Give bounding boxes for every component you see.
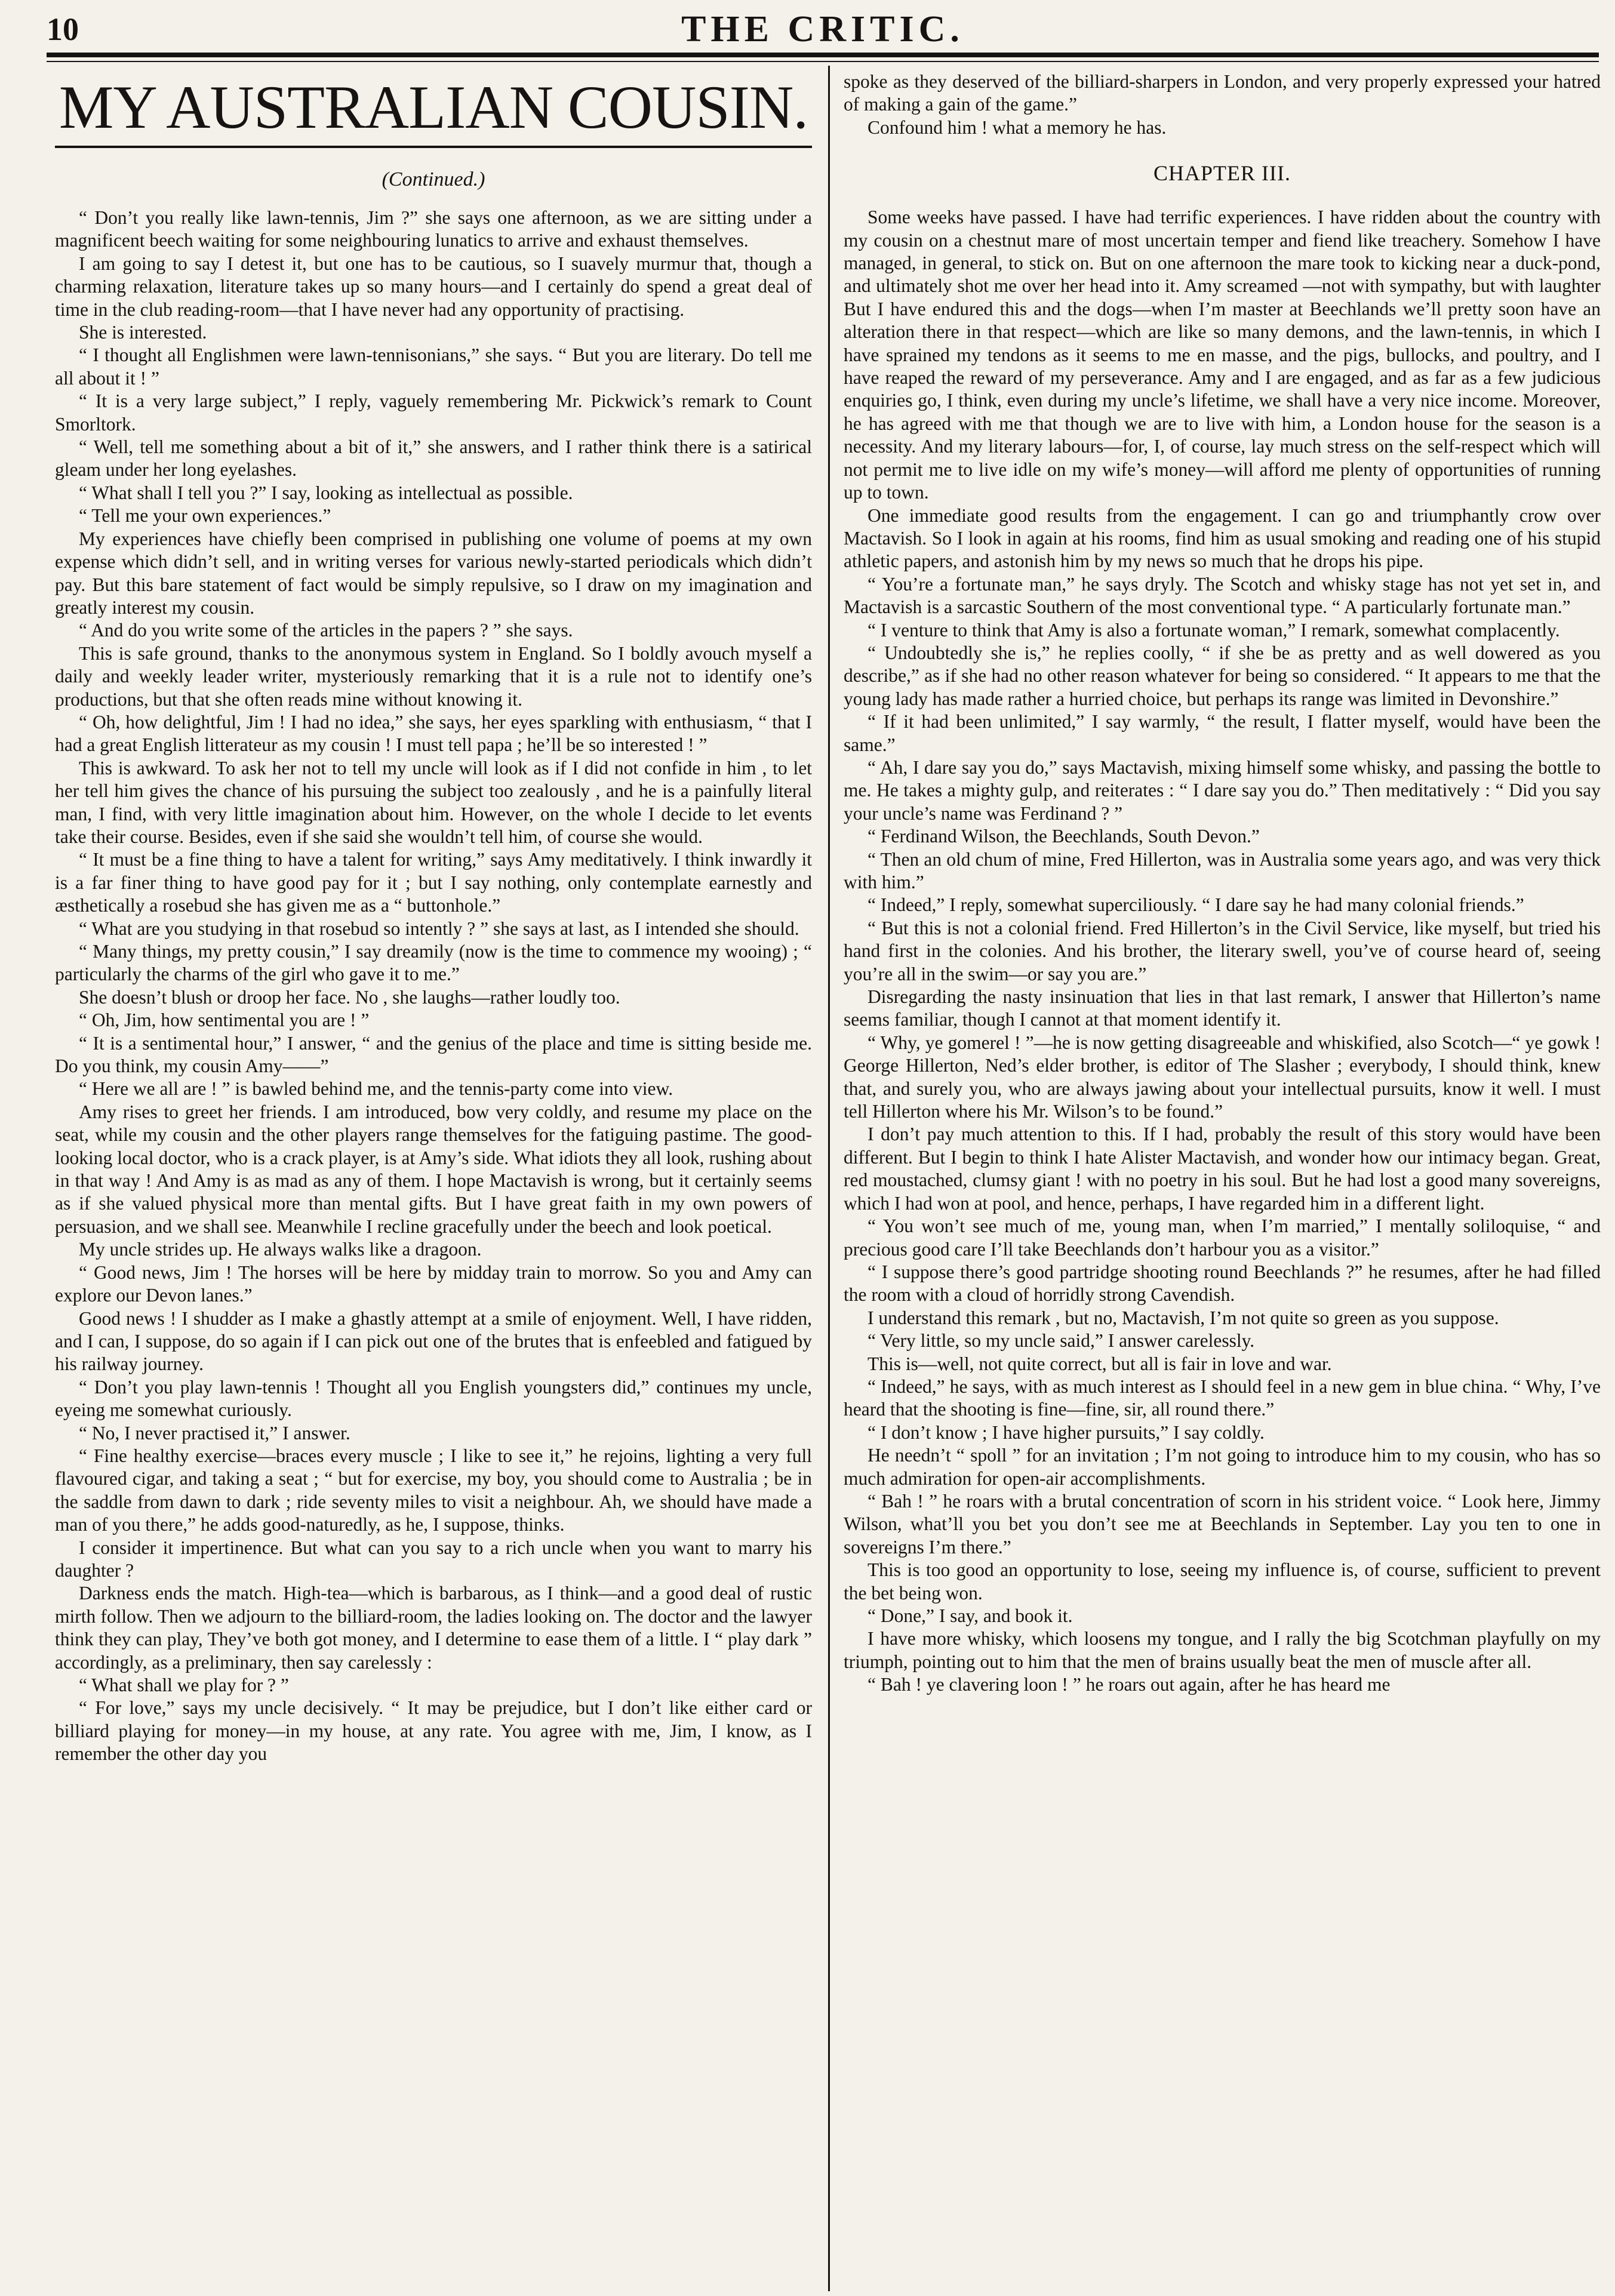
paragraph: “ Don’t you play lawn-tennis ! Thought all you English youngsters did,” continues my uncle, eyeing me somewhat curiously. bbox=[55, 1376, 812, 1421]
paragraph: “ Well, tell me something about a bit of it,” she answers, and I rather think there is a satirical gleam under her long eyelashes. bbox=[55, 436, 812, 481]
continued-note: (Continued.) bbox=[382, 168, 485, 190]
paragraph: “ It is a sentimental hour,” I answer, “ and the genius of the place and time is sitting beside me. Do you think, my cousin Amy——” bbox=[55, 1032, 812, 1077]
paragraph: “ Undoubtedly she is,” he replies coolly, “ if she be as pretty and as well dowered as you describe,” as if she had no other reason whatever for being so considered. “ It appears to me that the young lady has made rather a hurried choice, but perhaps its range was limited in Devonshire.” bbox=[844, 642, 1601, 709]
paragraph: I have more whisky, which loosens my tongue, and I rally the big Scotchman playfully on my triumph, pointing out to him that the men of brains usually beat the men of muscle after all. bbox=[844, 1628, 1601, 1672]
paragraph: “ I thought all Englishmen were lawn-tennisonians,” she says. “ But you are literary. Do tell me all about it ! ” bbox=[55, 344, 812, 389]
paragraph: He needn’t “ spoll ” for an invitation ; I’m not going to introduce him to my cousin, who has so much admiration for open-air accomplishments. bbox=[844, 1445, 1601, 1489]
paragraph: “ What shall I tell you ?” I say, looking as intellectual as possible. bbox=[79, 482, 573, 503]
paragraph: My uncle strides up. He always walks like a dragoon. bbox=[79, 1239, 482, 1260]
paragraph: Some weeks have passed. I have had terrific experiences. I have ridden about the country with my cousin on a chestnut mare of most uncertain temper and fiend like treachery. Somehow I have managed, in general, to stick on. But on one afternoon the mare took to kicking near a duck-pond, and ultimately shot me over her head into it. Amy screamed —not with sympathy, but with laughter But I have endured this and the dogs—when I’m master at Beechlands we’ll pretty soon have an alteration there in that respect—which are like so many demons, and the lawn-tennis, in which I have sprained my tendons as it seems to me en masse, and the pigs, bullocks, and poultry, and I have reaped the reward of my perseverance. Amy and I are engaged, and as far as a few judicious enquiries go, I think, even during my uncle’s lifetime, we shall have a very nice income. Moreover, he has agreed with me that though we are to live with him, a London house for the season is a necessity. And my literary labours—for, I, of course, lay much stress on the self-respect which will not permit me to live idle on my wife’s money—will afford me plenty of opportunities of running up to town. bbox=[844, 207, 1601, 503]
paragraph: “ Why, ye gomerel ! ”—he is now getting disagreeable and whiskified, also Scotch—“ ye gowk ! George Hillerton, Ned’s elder brother, is editor of The Slasher ; everybody, I should think, knew that, and surely you, who are always jawing about your intellectual pursuits, know it well. I must tell Hillerton where his Mr. Wilson’s to be found.” bbox=[844, 1032, 1601, 1122]
paragraph: This is safe ground, thanks to the anonymous system in England. So I boldly avouch myself a daily and weekly leader writer, mysteriously remarking that it is a rule not to identify one’s productions, but that she often reads mine without knowing it. bbox=[55, 642, 812, 710]
paragraph: “ Then an old chum of mine, Fred Hillerton, was in Australia some years ago, and was very thick with him.” bbox=[844, 848, 1601, 892]
paragraph: “ Very little, so my uncle said,” I answer carelessly. bbox=[868, 1330, 1255, 1352]
paragraph: “ Bah ! ” he roars with a brutal concentration of scorn in his strident voice. “ Look here, Jimmy Wilson, what’ll you bet you don’t see me at Beechlands in September. Lay you ten to one in sovereigns I’m there.” bbox=[844, 1490, 1601, 1558]
paragraph: I am going to say I detest it, but one has to be cautious, so I suavely murmur that, though a charming relaxation, literature takes up so many hours—and I certainly do spend a great deal of time in the club reading-room—that I have never had any opportunity of practising. bbox=[55, 253, 812, 320]
paragraph: “ Fine healthy exercise—braces every muscle ; I like to see it,” he rejoins, lighting a very full flavoured cigar, and taking a seat ; “ but for exercise, my boy, you should come to Australia ; be in the saddle from dawn to dark ; ride seventy miles to visit a neighbour. Ah, we should have made a man of you there,” he adds good-naturedly, as he, I suppose, thinks. bbox=[55, 1445, 812, 1535]
paragraph: “ What are you studying in that rosebud so intently ? ” she says at last, as I intended she should. bbox=[79, 918, 799, 939]
paragraph: “ If it had been unlimited,” I say warmly, “ the result, I flatter myself, would have been the same.” bbox=[844, 711, 1601, 755]
paragraph: One immediate good results from the engagement. I can go and triumphantly crow over Mactavish. So I look in again at his rooms, find him as usual smoking and reading one of his stupid athletic papers, and astonish him by my news so much that he drops his pipe. bbox=[844, 504, 1601, 572]
paragraph: “ What shall we play for ? ” bbox=[79, 1675, 289, 1695]
paragraph: Darkness ends the match. High-tea—which is barbarous, as I think—and a good deal of rustic mirth follow. Then we adjourn to the billiard-room, the ladies looking on. The doctor and the lawyer think they can play, They’ve both got money, and I determine to ease them of a little. I “ play dark ” accordingly, as a preliminary, then say carelessly : bbox=[55, 1583, 812, 1673]
paragraph: “ Indeed,” he says, with as much interest as I should feel in a new gem in blue china. “ Why, I’ve heard that the shooting is fine—fine, sir, all round there.” bbox=[844, 1375, 1601, 1420]
paragraph: “ Good news, Jim ! The horses will be here by midday train to morrow. So you and Amy can explore our Devon lanes.” bbox=[55, 1261, 812, 1306]
paragraph: spoke as they deserved of the billiard-sharpers in London, and very properly expressed your hatred of making a gain of the game.” bbox=[844, 71, 1601, 115]
paragraph: I understand this remark , but no, Mactavish, I’m not quite so green as you suppose. bbox=[868, 1307, 1499, 1328]
column-divider bbox=[828, 66, 830, 2291]
right-column bbox=[844, 70, 1601, 1697]
paragraph: I consider it impertinence. But what can you say to a rich uncle when you want to marry his daughter ? bbox=[55, 1537, 812, 1581]
paragraph: “ You won’t see much of me, young man, when I’m married,” I mentally soliloquise, “ and precious good care I’ll take Beechlands don’t harbour you as a visitor.” bbox=[844, 1215, 1601, 1260]
paragraph: Confound him ! what a memory he has. bbox=[868, 116, 1167, 138]
paragraph: “ Indeed,” I reply, somewhat superciliously. “ I dare say he had many colonial friends.” bbox=[868, 894, 1524, 916]
paragraph: “ Oh, how delightful, Jim ! I had no idea,” she says, her eyes sparkling with enthusiasm, “ that I had a great English litterateur as my cousin ! I must tell papa ; he’ll be so interested ! ” bbox=[55, 711, 812, 756]
paragraph: She doesn’t blush or droop her face. No , she laughs—rather loudly too. bbox=[79, 986, 620, 1008]
paragraph: “ I suppose there’s good partridge shooting round Beechlands ?” he resumes, after he had filled the room with a cloud of horridly strong Cavendish. bbox=[844, 1261, 1601, 1306]
paragraph: “ And do you write some of the articles in the papers ? ” she says. bbox=[79, 620, 573, 641]
chapter-heading: CHAPTER III. bbox=[1153, 161, 1291, 186]
paragraph: This is awkward. To ask her not to tell my uncle will look as if I did not confide in him , to let her tell him gives the chance of his pursuing the subject too zealously , and he is a painfully literal man, I find, with very little imagination about him. However, on the whole I decide to let events take their course. Besides, even if she said she wouldn’t tell him, of course she would. bbox=[55, 757, 812, 847]
paragraph: Disregarding the nasty insinuation that lies in that last remark, I answer that Hillerton’s name seems familiar, though I cannot at that moment identify it. bbox=[844, 986, 1601, 1030]
paragraph: “ Bah ! ye clavering loon ! ” he roars out again, after he has heard me bbox=[868, 1674, 1391, 1695]
running-title: THE CRITIC. bbox=[681, 9, 964, 50]
paragraph: This is—well, not quite correct, but all is fair in love and war. bbox=[868, 1353, 1332, 1374]
paragraph: “ I don’t know ; I have higher pursuits,” I say coldly. bbox=[868, 1421, 1265, 1443]
paragraph: “ I venture to think that Amy is also a fortunate woman,” I remark, somewhat complacently. bbox=[868, 619, 1560, 641]
right-column-top bbox=[844, 70, 1601, 139]
paragraph: She is interested. bbox=[79, 322, 207, 343]
paragraph: “ Oh, Jim, how sentimental you are ! ” bbox=[79, 1009, 370, 1031]
paragraph: “ Ferdinand Wilson, the Beechlands, South Devon.” bbox=[868, 826, 1260, 847]
header-rule bbox=[47, 53, 1599, 57]
header-rule-thin bbox=[47, 61, 1599, 62]
paragraph: “ Tell me your own experiences.” bbox=[79, 505, 331, 527]
paragraph: “ It must be a fine thing to have a talent for writing,” says Amy meditatively. I think inwardly it is a far finer thing to have good pay for it ; but I say nothing, only contemplate earnestly and æsthetically a rosebud she has given me as a “ buttonhole.” bbox=[55, 849, 812, 916]
right-column-body bbox=[844, 206, 1601, 1696]
paragraph: “ Don’t you really like lawn-tennis, Jim ?” she says one afternoon, as we are sitting under a magnificent beech waiting for some neighbouring lunatics to arrive and exhaust themselves. bbox=[55, 207, 812, 251]
paragraph: “ You’re a fortunate man,” he says dryly. The Scotch and whisky stage has not yet set in, and Mactavish is a sarcastic Southern of the most conventional type. “ A particularly fortunate man.” bbox=[844, 573, 1601, 618]
paragraph: “ Done,” I say, and book it. bbox=[868, 1605, 1073, 1626]
paragraph: “ No, I never practised it,” I answer. bbox=[79, 1422, 350, 1444]
masthead bbox=[47, 5, 1599, 54]
paragraph: Good news ! I shudder as I make a ghastly attempt at a smile of enjoyment. Well, I have ridden, and I can, I suppose, do so again if I can pick out one of the brutes that is enfeebled and fatigued by his railway journey. bbox=[55, 1307, 812, 1375]
paragraph: My experiences have chiefly been comprised in publishing one volume of poems at my own expense which didn’t sell, and in writing verses for various newly-started periodicals which didn’t pay. But this bare statement of fact would be simply repulsive, so I draw on my imagination and greatly interest my cousin. bbox=[55, 528, 812, 618]
article-title: MY AUSTRALIAN COUSIN. bbox=[59, 73, 808, 141]
paragraph: “ Many things, my pretty cousin,” I say dreamily (now is the time to commence my wooing) ; “ particularly the charms of the girl who gave it to me.” bbox=[55, 941, 812, 985]
paragraph: “ But this is not a colonial friend. Fred Hillerton’s in the Civil Service, like myself, but tried his hand first in the colonies. And his brother, the literary swell, you’ve of course heard of, seeing you’re all in the swim—or say you are.” bbox=[844, 917, 1601, 984]
title-rule bbox=[55, 146, 812, 148]
paragraph: I don’t pay much attention to this. If I had, probably the result of this story would have been different. But I begin to think I hate Alister Mactavish, and wonder how our intimacy began. Great, red moustached, clumsy giant ! with no poetry in his soul. But he had lost a good many sovereigns, which I had won at pool, and hence, perhaps, I have regarded him in a different light. bbox=[844, 1124, 1601, 1214]
paragraph: “ Here we all are ! ” is bawled behind me, and the tennis-party come into view. bbox=[79, 1078, 673, 1100]
paragraph: “ For love,” says my uncle decisively. “ It may be prejudice, but I don’t like either card or billiard playing for money—in my house, at any rate. You agree with me, Jim, I know, as I remember the other day you bbox=[55, 1697, 812, 1765]
paragraph: “ It is a very large subject,” I reply, vaguely remembering Mr. Pickwick’s remark to Count Smorltork. bbox=[55, 390, 812, 435]
paragraph: “ Ah, I dare say you do,” says Mactavish, mixing himself some whisky, and passing the bottle to me. He takes a mighty gulp, and reiterates : “ I dare say you do.” Then meditatively : “ Did you say your uncle’s name was Ferdinand ? ” bbox=[844, 756, 1601, 824]
left-column-body bbox=[55, 207, 812, 1766]
paragraph: Amy rises to greet her friends. I am introduced, bow very coldly, and resume my place on the seat, while my cousin and the other players range themselves for the fatiguing pastime. The good-looking local doctor, who is a crack player, is at Amy’s side. What idiots they all look, rushing about in that way ! And Amy is as mad as any of them. I hope Mactavish is wrong, but it certainly seems as if she valued physical more than mental gifts. But I have great faith in my own powers of persuasion, and we shall see. Meanwhile I recline gracefully under the beech and look poetical. bbox=[55, 1101, 812, 1237]
paragraph: This is too good an opportunity to lose, seeing my influence is, of course, sufficient to prevent the bet being won. bbox=[844, 1559, 1601, 1603]
left-column bbox=[55, 70, 812, 1766]
page-number: 10 bbox=[47, 11, 79, 47]
